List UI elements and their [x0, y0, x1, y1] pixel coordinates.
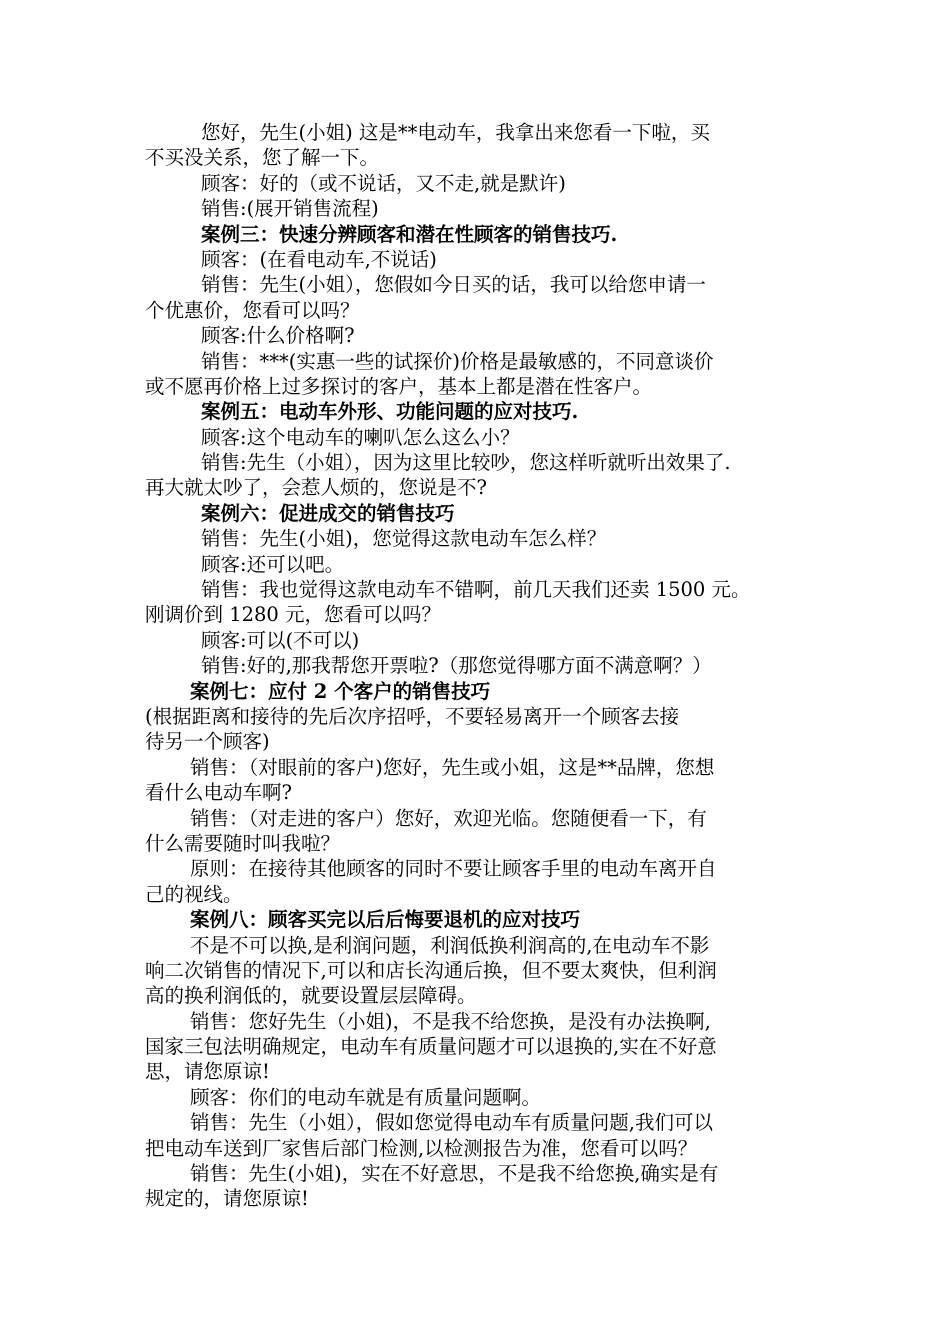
text-line: 高的换利润低的，就要设置层层障碍。	[145, 984, 477, 1008]
section-heading: 案例五：电动车外形、功能问题的应对技巧.	[201, 400, 579, 424]
text-line: 销售：先生(小姐)，您觉得这款电动车怎么样？	[201, 527, 607, 551]
text-line: 看什么电动车啊?	[145, 781, 292, 805]
text-line: 销售：先生（小姐），假如您觉得电动车有质量问题,我们可以	[190, 1111, 713, 1135]
text-line: 销售：（对走进的客户）您好，欢迎光临。您随便看一下，有	[190, 806, 707, 830]
text-line: 把电动车送到厂家售后部门检测,以检测报告为准，您看可以吗？	[145, 1136, 698, 1160]
text-line: 待另一个顾客)	[145, 730, 270, 754]
text-line: 顾客:这个电动车的喇叭怎么这么小？	[201, 425, 520, 449]
text-line: 销售:先生（小姐），因为这里比较吵，您这样听就听出效果了.	[201, 451, 731, 475]
text-line: (根据距离和接待的先后次序招呼，不要轻易离开一个顾客去接	[145, 704, 680, 728]
text-line: 个优惠价，您看可以吗？	[145, 298, 360, 322]
document-body	[145, 120, 810, 1212]
text-line: 您好，先生(小姐) 这是**电动车，我拿出来您看一下啦，买	[201, 121, 710, 144]
text-line: 销售：***(实惠一些的试探价)价格是最敏感的，不同意谈价	[201, 349, 714, 373]
text-line: 或不愿再价格上过多探讨的客户，基本上都是潜在性客户。	[145, 374, 653, 398]
text-line: 销售:(展开销售流程)	[201, 197, 379, 221]
text-line: 顾客:可以(不可以)	[201, 628, 360, 652]
text-line: 响二次销售的情况下,可以和店长沟通后换，但不要太爽快，但利润	[145, 958, 717, 982]
text-line: 顾客:还可以吧。	[201, 552, 345, 576]
text-line: 不买没关系，您了解一下。	[145, 146, 380, 170]
text-line: 思，请您原谅!	[145, 1060, 270, 1084]
text-line: 销售：您好先生（小姐)，不是我不给您换，是没有办法换啊,	[190, 1009, 711, 1033]
section-heading: 案例三：快速分辨顾客和潜在性顾客的销售技巧.	[201, 222, 618, 246]
text-line: 刚调价到 1280 元，您看可以吗？	[145, 603, 442, 627]
text-line: 什么需要随时叫我啦？	[145, 831, 341, 855]
text-line: 原则：在接待其他顾客的同时不要让顾客手里的电动车离开自	[190, 857, 717, 881]
text-line: 国家三包法明确规定，电动车有质量问题才可以退换的,实在不好意	[145, 1035, 717, 1059]
text-line: 再大就太吵了，会惹人烦的，您说是不?	[145, 476, 487, 500]
section-heading: 案例八：顾客买完以后后悔要退机的应对技巧	[190, 908, 581, 932]
text-line: 销售：（对眼前的客户)您好，先生或小姐，这是**品牌，您想	[190, 755, 715, 779]
text-line: 规定的，请您原谅!	[145, 1187, 309, 1211]
text-line: 销售：先生(小姐)，实在不好意思，不是我不给您换,确实是有	[190, 1162, 719, 1186]
section-heading: 案例七：应付 2 个客户的销售技巧	[190, 679, 491, 703]
text-line: 销售:好的,那我帮您开票啦?（那您觉得哪方面不满意啊？）	[201, 654, 712, 678]
text-line: 己的视线。	[145, 882, 243, 906]
text-line: 顾客：好的（或不说话，又不走,就是默许)	[201, 171, 566, 195]
text-line: 不是不可以换,是利润问题，利润低换利润高的,在电动车不影	[190, 933, 710, 957]
section-heading: 案例六：促进成交的销售技巧	[201, 501, 455, 525]
text-line: 顾客：(在看电动车,不说话)	[201, 247, 437, 271]
text-line: 顾客:什么价格啊?	[201, 324, 355, 348]
text-line: 销售：我也觉得这款电动车不错啊，前几天我们还卖 1500 元。	[201, 578, 751, 602]
text-line: 销售：先生(小姐），您假如今日买的话，我可以给您申请一	[201, 273, 706, 297]
text-line: 顾客：你们的电动车就是有质量问题啊。	[190, 1085, 542, 1109]
